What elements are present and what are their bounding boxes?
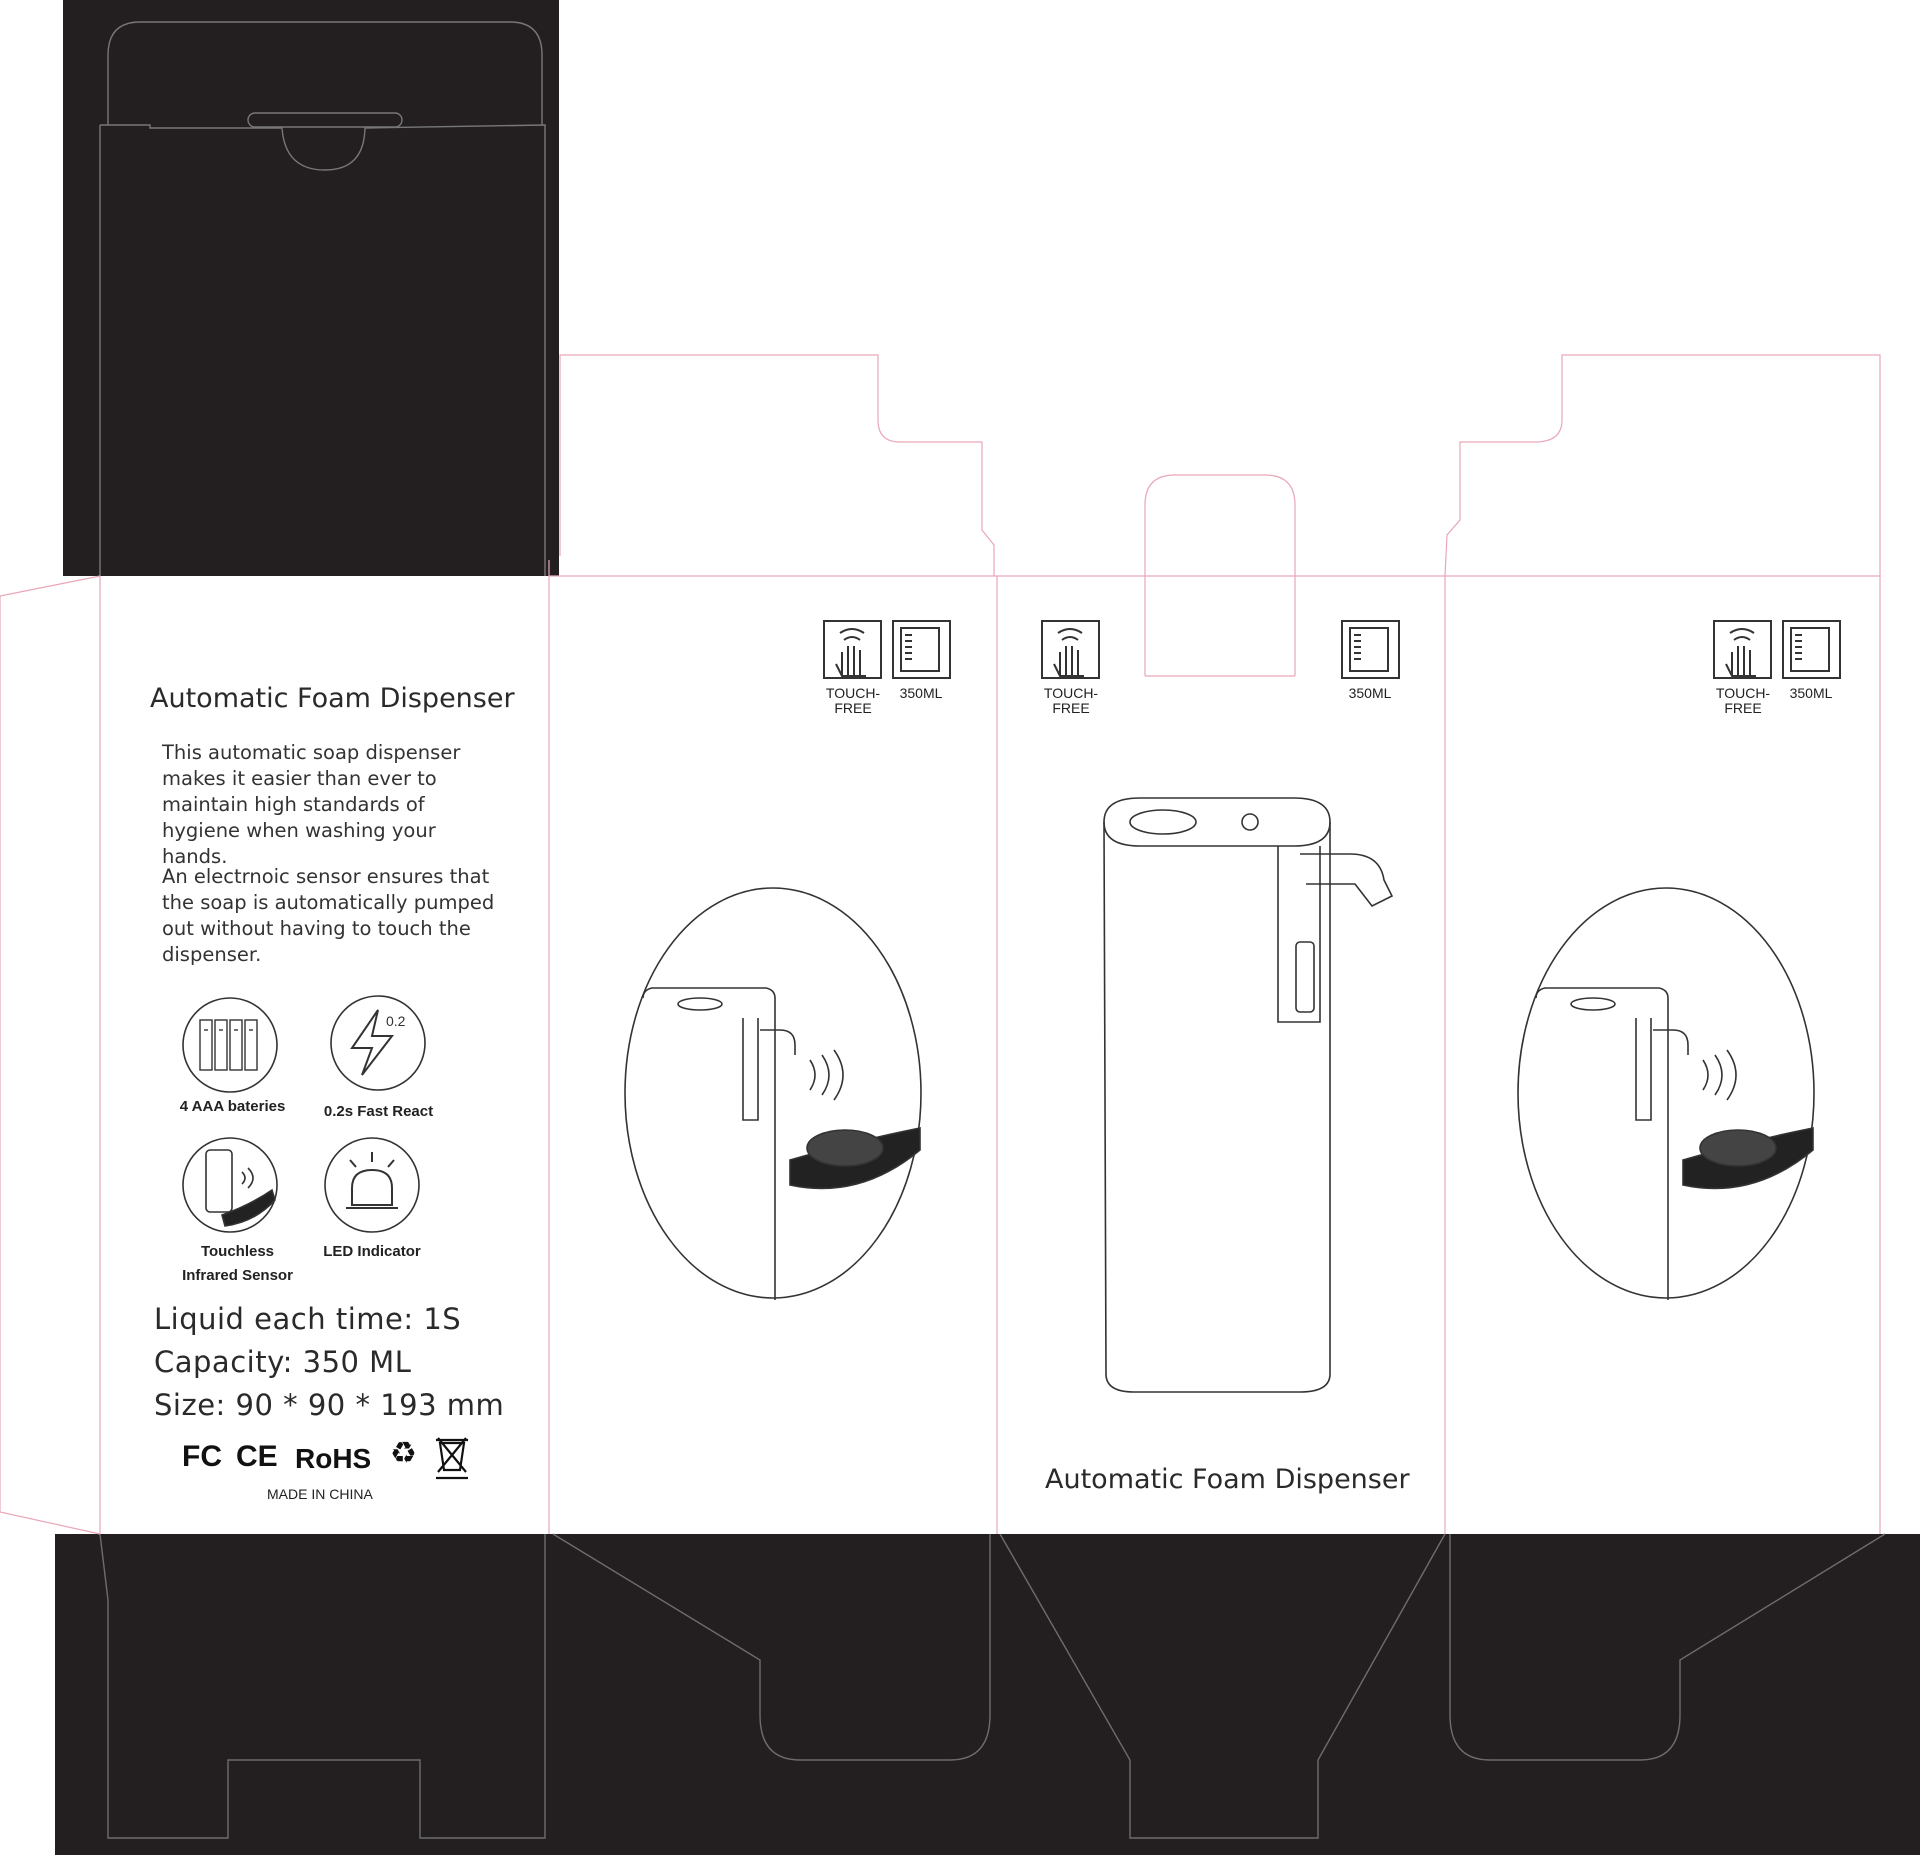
touch-free-label-p4-1: TOUCH- bbox=[1715, 685, 1771, 701]
spec-capacity: Capacity: 350 ML bbox=[154, 1345, 412, 1379]
side-panel-paragraph-1: This automatic soap dispenser makes it easier than ever to maintain high standards of hygiene when washing your hands. bbox=[162, 741, 461, 868]
recycle-icon: ♻ bbox=[390, 1436, 417, 1471]
battery-icon bbox=[200, 1020, 257, 1070]
top-tuck-flap bbox=[63, 0, 559, 576]
touch-free-label-p3-2: FREE bbox=[1052, 700, 1090, 716]
glue-flap bbox=[0, 576, 100, 1534]
touch-free-icon-p4 bbox=[1714, 621, 1771, 678]
capacity-label-p4: 350ML bbox=[1789, 685, 1833, 701]
alarm-light-icon bbox=[346, 1152, 398, 1208]
spec-size: Size: 90 * 90 * 193 mm bbox=[154, 1388, 505, 1422]
touch-free-label-p3-1: TOUCH- bbox=[1043, 685, 1099, 701]
feature-label-sensor-1: Touchless bbox=[200, 1243, 275, 1260]
bottom-flaps bbox=[55, 1534, 1920, 1855]
feature-label-led: LED Indicator bbox=[323, 1243, 421, 1260]
spec-liquid: Liquid each time: 1S bbox=[154, 1302, 462, 1336]
feature-label-fast-react: 0.2s Fast React bbox=[323, 1103, 434, 1120]
touch-free-icon-p3 bbox=[1042, 621, 1099, 678]
dust-flap-left bbox=[560, 355, 994, 576]
capacity-label-p3: 350ML bbox=[1348, 685, 1392, 701]
dispenser-oval-illustration-left bbox=[625, 888, 921, 1300]
touch-free-label-p4-2: FREE bbox=[1724, 700, 1762, 716]
dust-flap-right bbox=[1445, 355, 1880, 576]
dispenser-large-illustration bbox=[1104, 798, 1392, 1392]
touch-free-label-p2-2: FREE bbox=[834, 700, 872, 716]
rohs-logo: RoHS bbox=[295, 1443, 372, 1474]
feature-label-batteries: 4 AAA bateries bbox=[179, 1098, 286, 1115]
side-panel-paragraph-2: An electrnoic sensor ensures that the soap is automatically pumped out without having to touch the dispenser. bbox=[162, 865, 495, 966]
capacity-icon-p3 bbox=[1342, 621, 1399, 678]
weee-bin-icon bbox=[436, 1438, 468, 1478]
capacity-icon-p2 bbox=[893, 621, 950, 678]
side-panel-title: Automatic Foam Dispenser bbox=[150, 683, 515, 714]
fc-logo: FC bbox=[182, 1440, 222, 1473]
lightning-badge: 0.2 bbox=[386, 1013, 406, 1029]
made-in-label: MADE IN CHINA bbox=[267, 1486, 373, 1502]
capacity-label-p2: 350ML bbox=[899, 685, 943, 701]
dispenser-oval-illustration-right bbox=[1518, 888, 1814, 1300]
front-panel-title: Automatic Foam Dispenser bbox=[1045, 1464, 1410, 1495]
feature-label-sensor-2: Infrared Sensor bbox=[182, 1267, 293, 1284]
touch-free-icon-p2 bbox=[824, 621, 881, 678]
touch-free-label-p2-1: TOUCH- bbox=[825, 685, 881, 701]
ce-logo: CE bbox=[236, 1440, 278, 1473]
sensor-hand-icon bbox=[206, 1150, 275, 1226]
capacity-icon-p4 bbox=[1783, 621, 1840, 678]
